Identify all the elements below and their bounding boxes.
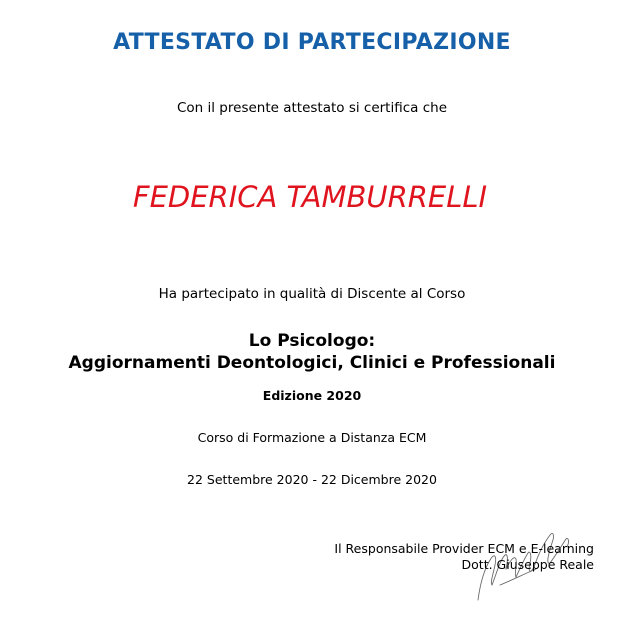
- signatory-name: Dott. Giuseppe Reale: [461, 557, 594, 572]
- course-title-line-1: Lo Psicologo:: [248, 331, 376, 351]
- course-type: Corso di Formazione a Distanza ECM: [197, 430, 427, 445]
- certification-intro: Con il presente attestato si certifica che: [176, 100, 448, 116]
- signatory-block: [334, 541, 594, 573]
- course-dates: 22 Settembre 2020 - 22 Dicembre 2020: [187, 472, 437, 487]
- participation-role: Ha partecipato in qualità di Discente al Corso: [158, 286, 466, 302]
- course-title-line-2: Aggiornamenti Deontologici, Clinici e Professionali: [68, 353, 556, 373]
- recipient-name: FEDERICA TAMBURRELLI: [132, 180, 488, 214]
- certificate-title: ATTESTATO DI PARTECIPAZIONE: [113, 30, 511, 55]
- signatory-role: Il Responsabile Provider ECM e E-learning: [334, 541, 594, 556]
- course-edition: Edizione 2020: [262, 388, 362, 403]
